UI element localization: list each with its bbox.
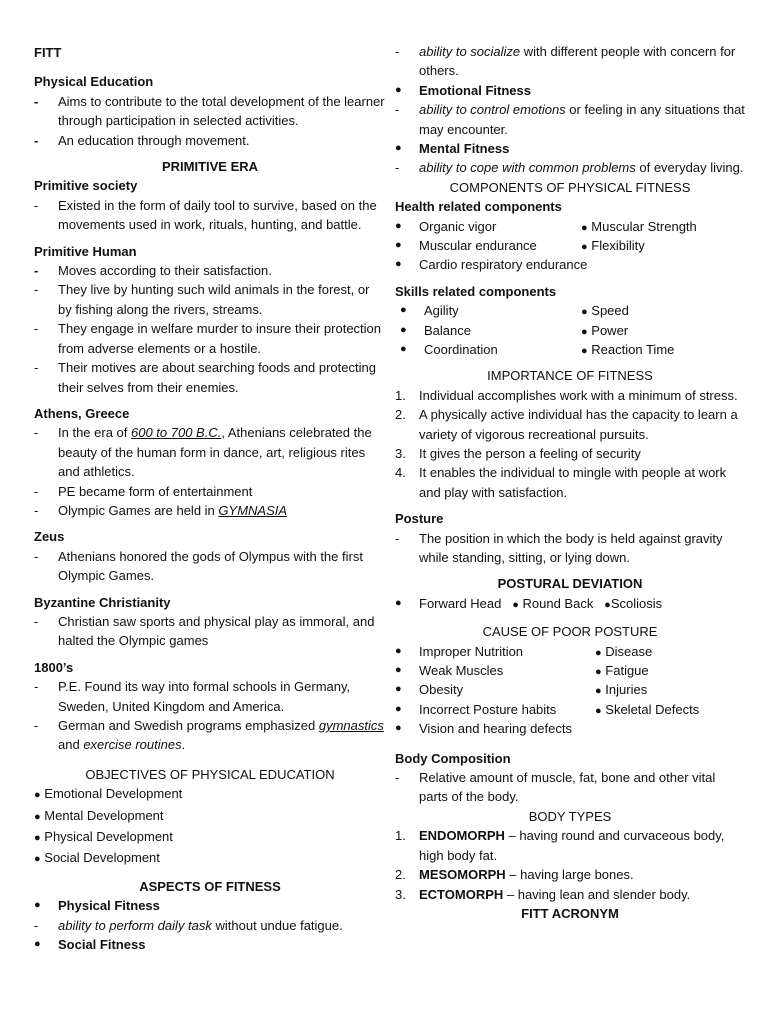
list-item: ● Physical Fitness: [34, 898, 160, 914]
list-item: - They engage in welfare murder to insure their protection from adverse elements or a hostile.: [34, 321, 382, 356]
section-heading-objectives: OBJECTIVES OF PHYSICAL EDUCATION: [85, 766, 335, 782]
list-item: 3. It gives the person a feeling of security: [395, 446, 641, 462]
posture-heading: Posture: [395, 511, 444, 527]
list-item: - Athenians honored the gods of Olympus with the first Olympic Games.: [34, 548, 363, 584]
byzantine-heading: Byzantine Christianity: [34, 594, 171, 610]
list-item: ● Vision and hearing defects: [395, 721, 572, 737]
list-item: ● Mental Fitness: [395, 141, 510, 157]
section-heading-importance: IMPORTANCE OF FITNESS: [487, 368, 653, 384]
list-item: - Moves according to their satisfaction.: [34, 263, 272, 279]
primitive-human-heading: Primitive Human: [34, 243, 137, 259]
skills-heading: Skills related components: [395, 283, 557, 299]
list-item: - German and Swedish programs emphasized gymnastics and exercise routines.: [34, 718, 384, 753]
list-item: ● Social Fitness: [34, 937, 146, 953]
section-heading-fitt-acronym: FITT ACRONYM: [521, 905, 619, 921]
list-item: ● Mental Development: [34, 807, 164, 823]
list-row: ● Incorrect Posture habits ● Skeletal Defects: [395, 701, 700, 717]
list-row: ● Coordination ● Reaction Time: [400, 342, 675, 358]
list-row: ● Muscular endurance ● Flexibility: [395, 238, 645, 254]
section-heading-body-types: BODY TYPES: [528, 808, 612, 824]
list-item: 2. MESOMORPH – having large bones.: [395, 867, 634, 883]
body-composition-heading: Body Composition: [395, 750, 511, 766]
health-heading: Health related components: [395, 199, 562, 215]
list-item: ● Emotional Development: [34, 786, 183, 802]
1800s-heading: 1800’s: [34, 659, 74, 675]
list-item: ● Social Development: [34, 850, 160, 866]
list-item: 4. It enables the individual to mingle with people at work and play with satisfaction.: [395, 465, 727, 500]
list-item: ● Cardio respiratory endurance: [395, 257, 588, 273]
section-heading-components: COMPONENTS OF PHYSICAL FITNESS: [449, 179, 691, 195]
list-item: - P.E. Found its way into formal schools in Germany, Sweden, United Kingdom and America.: [34, 679, 351, 714]
list-item: - PE became form of entertainment: [34, 483, 253, 499]
primitive-society-heading: Primitive society: [34, 178, 138, 194]
section-heading-cause: CAUSE OF POOR POSTURE: [482, 624, 658, 640]
zeus-heading: Zeus: [34, 529, 65, 545]
list-row: ● Agility ● Speed: [400, 303, 629, 319]
list-item: - ability to socialize with different people with concern for others.: [395, 44, 736, 79]
list-item: ● Forward Head ● Round Back ●Scoliosis: [395, 595, 663, 611]
section-heading-primitive-era: PRIMITIVE ERA: [161, 159, 259, 175]
pe-heading: Physical Education: [34, 74, 154, 90]
list-item: - Olympic Games are held in GYMNASIA: [34, 502, 288, 518]
list-item: - Christian saw sports and physical play as immoral, and halted the Olympic games: [34, 613, 375, 649]
list-item: 1. ENDOMORPH – having round and curvaceous body, high body fat.: [395, 828, 725, 863]
list-item: - ability to control emotions or feeling in any situations that may encounter.: [395, 102, 745, 137]
section-heading-aspects: ASPECTS OF FITNESS: [139, 878, 281, 894]
list-item: - Existed in the form of daily tool to survive, based on the movements used in work, rituals, hunting, and battle.: [34, 197, 377, 233]
list-row: ● Obesity ● Injuries: [395, 682, 648, 698]
list-item: - ability to perform daily task without undue fatigue.: [34, 917, 343, 933]
list-item: - They live by hunting such wild animals in the forest, or by fishing along the rivers, streams.: [34, 282, 370, 317]
list-item: - Their motives are about searching foods and protecting their selves from their enemies.: [34, 360, 376, 395]
section-heading-postural-deviation: POSTURAL DEVIATION: [497, 576, 643, 592]
list-row: ● Improper Nutrition ● Disease: [395, 643, 653, 659]
right-column: [395, 42, 745, 923]
list-item: - ability to cope with common problems of everyday living.: [395, 160, 744, 176]
list-item: ● Emotional Fitness: [395, 82, 531, 98]
list-row: ● Balance ● Power: [400, 322, 629, 338]
list-item: 2. A physically active individual has the capacity to learn a variety of vigorous recreational pursuits.: [395, 407, 738, 442]
list-row: ● Organic vigor ● Muscular Strength: [395, 218, 697, 234]
list-item: - Relative amount of muscle, fat, bone and other vital parts of the body.: [395, 770, 716, 805]
athens-heading: Athens, Greece: [34, 405, 130, 421]
list-item: - Aims to contribute to the total development of the learner through participation in selected activities.: [34, 93, 385, 129]
list-item: 1. Individual accomplishes work with a minimum of stress.: [395, 387, 738, 403]
left-column: [34, 43, 386, 954]
list-item: - In the era of 600 to 700 B.C., Athenians celebrated the beauty of the human form in dance, art, religious rites and athletics.: [34, 425, 372, 480]
list-row: ● Weak Muscles ● Fatigue: [395, 663, 649, 679]
list-item: - The position in which the body is held against gravity while standing, sitting, or lying down.: [395, 530, 723, 566]
list-item: 3. ECTOMORPH – having lean and slender body.: [395, 886, 691, 902]
doc-title: FITT: [34, 45, 62, 60]
list-item: - An education through movement.: [34, 132, 250, 148]
list-item: ● Physical Development: [34, 829, 173, 845]
